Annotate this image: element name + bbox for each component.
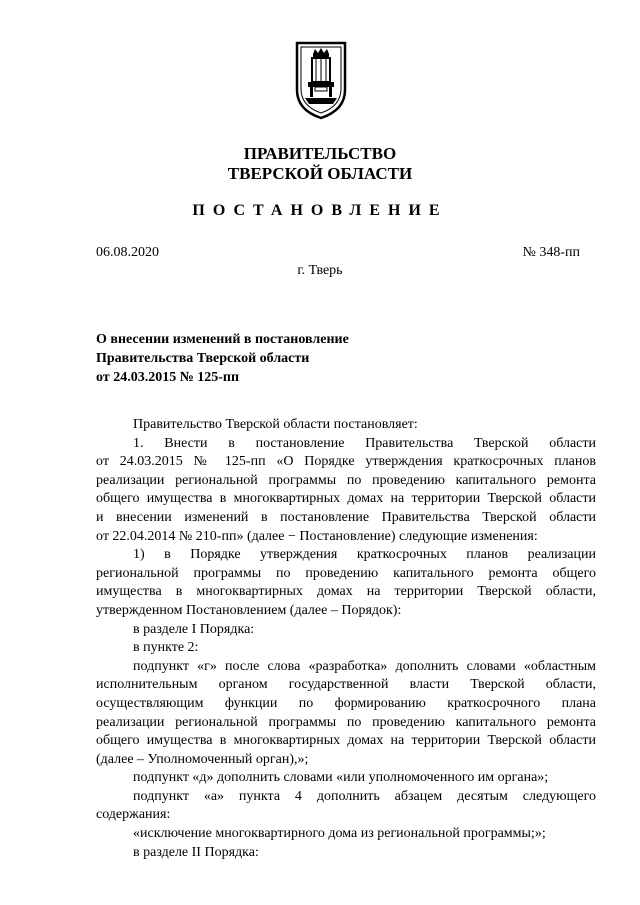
body-line: осуществляющим функции по формированию краткосрочного плана (96, 695, 596, 711)
body-line: в пункте 2: (133, 640, 199, 656)
organization-name-line2: ТВЕРСКОЙ ОБЛАСТИ (227, 164, 413, 183)
body-line: содержания: (96, 807, 171, 823)
body-line: общего имущества в многоквартирных домах на территории Тверской области (96, 733, 596, 749)
body-line: реализации региональной программы по проведению капитального ремонта (96, 472, 596, 488)
body-line: реализации региональной программы по проведению капитального ремонта (96, 714, 596, 730)
body-line: имущества в многоквартирных домах на территории Тверской области, (96, 584, 596, 600)
body-line: подпункт «г» после слова «разработка» дополнить словами «областным (133, 658, 596, 674)
subject-line: О внесении изменений в постановление (96, 332, 349, 347)
body-line: и внесении изменений в постановление Правительства Тверской области (96, 509, 596, 525)
subject-line: Правительства Тверской области (96, 351, 310, 366)
document-number: № 348-пп (522, 245, 580, 260)
body-line: в разделе I Порядка: (133, 621, 255, 637)
body-line: 1) в Порядке утверждения краткосрочных планов реализации (133, 547, 596, 563)
body-line: в разделе II Порядка: (133, 844, 259, 860)
body-line: 1. Внести в постановление Правительства Тверской области (133, 435, 596, 451)
body-line: подпункт «д» дополнить словами «или уполномоченного им органа»; (133, 770, 549, 786)
subject-line: от 24.03.2015 № 125-пп (96, 370, 240, 385)
body-line: от 22.04.2014 № 210-пп» (далее − Постановление) следующие изменения: (96, 528, 538, 544)
document-city: г. Тверь (297, 263, 343, 278)
body-line: «исключение многоквартирного дома из региональной программы;»; (133, 826, 546, 842)
body-line: подпункт «а» пункта 4 дополнить абзацем десятым следующего (133, 788, 596, 804)
coat-of-arms-icon (293, 40, 349, 120)
body-line: исполнительным органом государственной власти Тверской области, (96, 677, 596, 693)
body-line: (далее – Уполномоченный орган),»; (96, 751, 309, 767)
body-line: утвержденном Постановлением (далее – Порядок): (96, 602, 402, 618)
body-line: региональной программы по проведению капитального ремонта общего (96, 565, 596, 581)
document-date: 06.08.2020 (96, 245, 159, 260)
document-body (96, 416, 596, 862)
document-type: ПОСТАНОВЛЕНИЕ (192, 202, 448, 219)
body-line: общего имущества в многоквартирных домах на территории Тверской области (96, 491, 596, 507)
document-subject (96, 330, 349, 387)
organization-name-line1: ПРАВИТЕЛЬСТВО (243, 144, 397, 163)
body-line: от 24.03.2015 № 125-пп «О Порядке утверждения краткосрочных планов (96, 454, 596, 470)
body-line: Правительство Тверской области постановляет: (133, 417, 418, 432)
